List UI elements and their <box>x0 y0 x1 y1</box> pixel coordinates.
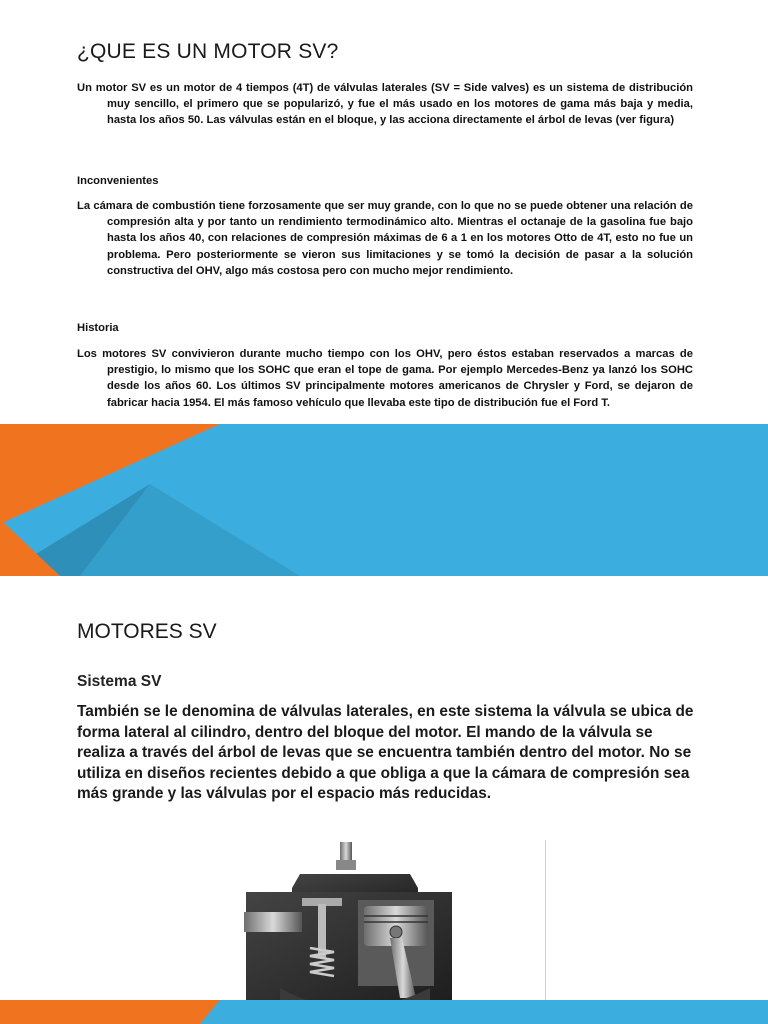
section-heading-historia <box>77 322 693 334</box>
section-heading: Historia <box>77 322 119 334</box>
inconvenientes-block <box>77 198 693 279</box>
slide-2-body: También se le denomina de válvulas laterales, en este sistema la válvula se ubica de forma lateral al cilindro, dentro del bloque del motor. El mando de la válvula se realiza a través del árbol de levas que se encuentra también dentro del motor. No se utiliza en diseños recientes debido a que obliga a que la cámara de compresión sea más grande y las válvulas por el espacio más reducidas. <box>77 703 694 803</box>
slide-1-title: ¿QUE ES UN MOTOR SV? <box>77 40 339 63</box>
intro-block <box>77 80 693 129</box>
decorative-band-bottom <box>0 1000 768 1024</box>
historia-block <box>77 346 693 411</box>
slide-2 <box>0 576 768 1024</box>
slide-2-title: MOTORES SV <box>77 620 217 643</box>
historia-paragraph: Los motores SV convivieron durante mucho tiempo con los OHV, pero éstos estaban reservados a marcas de prestigio, lo mismo que los SOHC que eran el tope de gama. Por ejemplo Mercedes-Benz ya lanzó los SOHC desde los años 60. Los últimos SV principalmente motores americanos de Chrysler y Ford, se dejaron de fabricar hacia 1954. El más famoso vehículo que llevaba este tipo de distribución fue el Ford T. <box>77 348 693 409</box>
divider-line <box>545 840 546 1024</box>
engine-illustration <box>240 838 470 1024</box>
section-heading: Inconvenientes <box>77 175 159 187</box>
decorative-band <box>0 424 768 576</box>
inconvenientes-paragraph: La cámara de combustión tiene forzosamente que ser muy grande, con lo que no se puede obtener una relación de compresión alta y por tanto un rendimiento termodinámico alto. Mientras el octanaje de la gasolina fue bajo hasta los años 40, con relaciones de compresión máximas de 6 a 1 en los motores Otto de 4T, esto no fue un problema. Pero posteriormente se vieron sus limitaciones y se tomó la decisión de pasar a la solución constructiva del OHV, algo más costosa pero con mucho mejor rendimiento. <box>77 200 693 277</box>
slide-2-subtitle: Sistema SV <box>77 673 162 690</box>
intro-paragraph: Un motor SV es un motor de 4 tiempos (4T) de válvulas laterales (SV = Side valves) es un sistema de distribución muy sencillo, el primero que se popularizó, y fue el más usado en los motores de gama más baja y media, hasta los años 50. Las válvulas están en el bloque, y las acciona directamente el árbol de levas (ver figura) <box>77 82 693 127</box>
section-heading-inconvenientes <box>77 175 693 187</box>
